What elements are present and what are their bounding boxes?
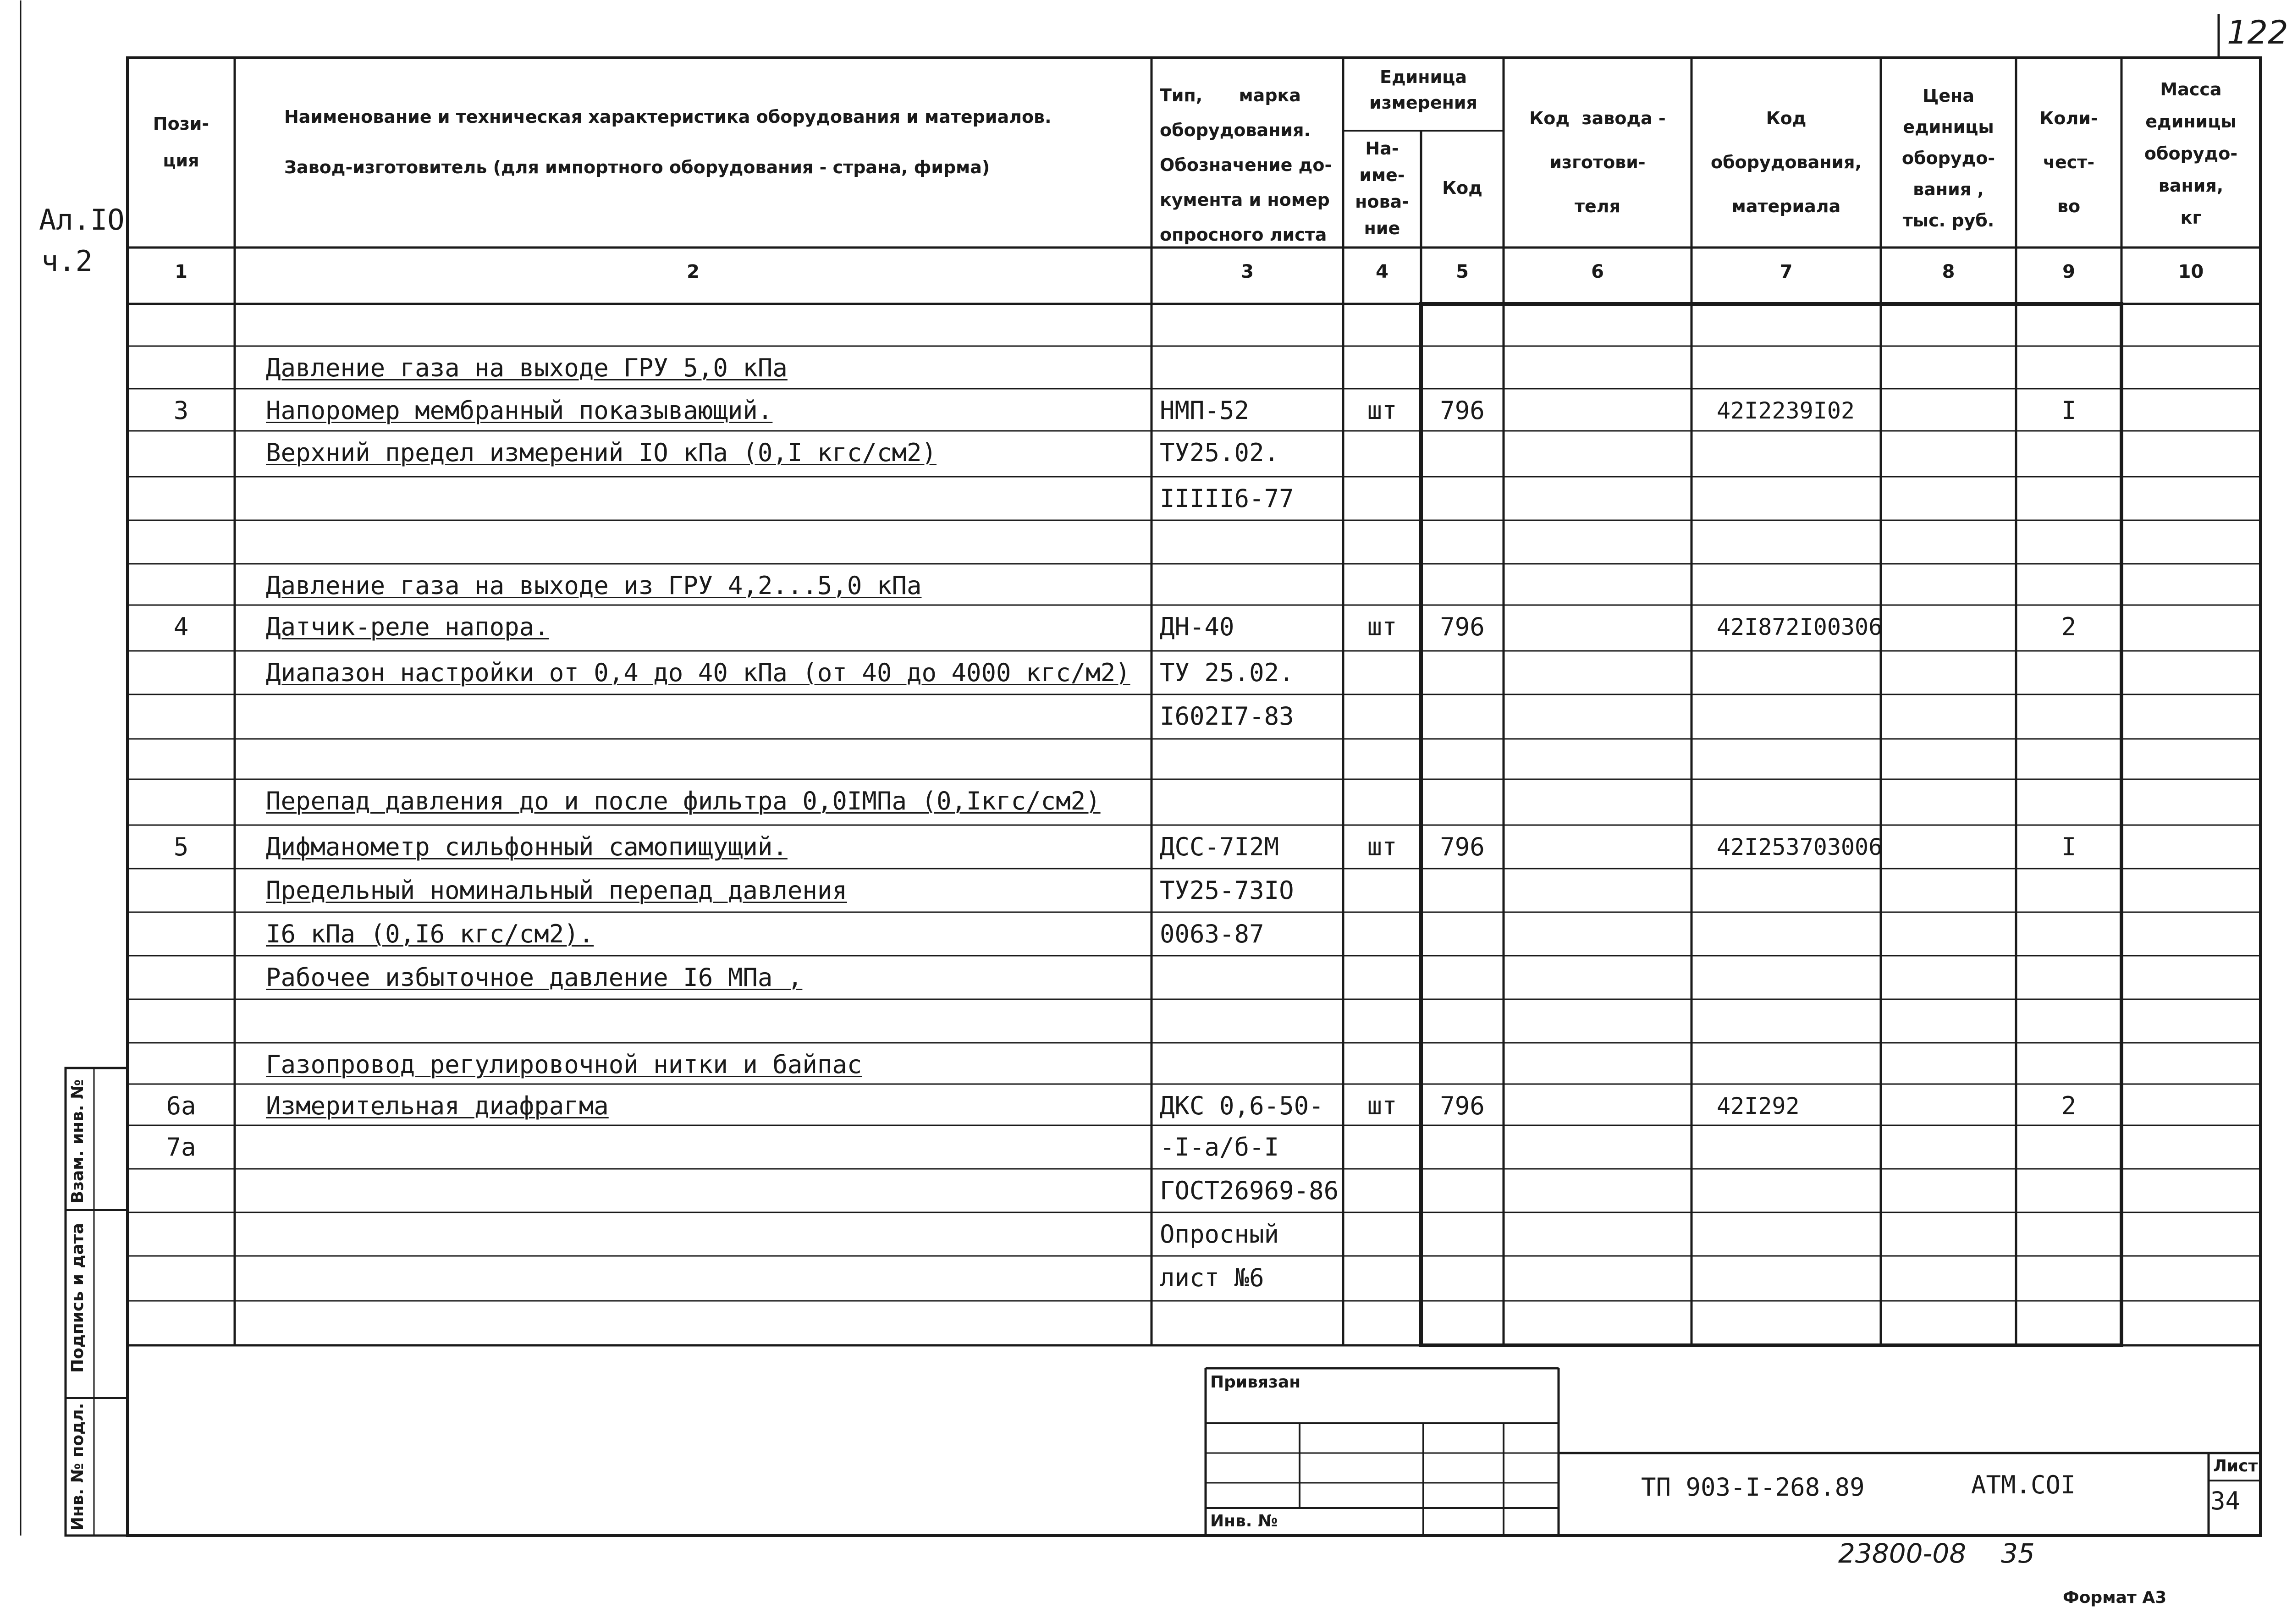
row-quantity: I [2061,396,2077,425]
row-equipment-code: 42I2239I02 [1717,397,1855,424]
column-number: 8 [1942,261,1955,282]
row-name: I6 кПа (0,I6 кгс/см2). [266,919,594,948]
column-number: 1 [175,261,187,282]
header-name-line1: Наименование и техническая характеристика оборудования и материалов. [284,107,1052,127]
row-unit-code: 796 [1440,1091,1485,1120]
row-name: Датчик-реле напора. [266,612,549,641]
row-type-mark: лист №6 [1160,1263,1264,1292]
header-unit: Единица измерения [1369,67,1477,113]
sheet-label: Лист [2213,1457,2258,1475]
row-type-mark: ТУ25.02. [1160,438,1279,467]
row-name: Верхний предел измерений IO кПа (0,I кгс/см2) [266,438,937,467]
row-equipment-code: 42I253703006 [1717,834,1883,860]
row-name: Перепад давления до и после фильтра 0,0IМПа (0,Iкгс/см2) [266,787,1101,815]
header-type: Тип, марка оборудования. Обозначение до- кумента и номер опросного листа [1160,85,1332,245]
row-name: Рабочее избыточное давление I6 МПа , [266,963,803,992]
row-type-mark: -I-а/б-I [1160,1133,1279,1162]
row-type-mark: НМП-52 [1160,396,1250,425]
row-name: Напоромер мембранный показывающий. [266,396,773,425]
header-unit-code: Код [1442,178,1482,198]
row-type-mark: Опросный [1160,1220,1279,1249]
row-name: Измерительная диафрагма [266,1091,609,1120]
header-position: Пози- ция [153,114,209,171]
document-mark: АТМ.СОI [1971,1470,2076,1499]
row-name: Давление газа на выходе из ГРУ 4,2...5,0 кПа [266,571,922,600]
row-type-mark: ДКС 0,6-50- [1160,1091,1324,1120]
row-type-mark: IIIII6-77 [1160,484,1294,513]
header-name-line2: Завод-изготовитель (для импортного оборудования - страна, фирма) [284,157,990,177]
column-number: 4 [1376,261,1388,282]
header-mass: Масса единицы оборудо- вания, кг [2144,79,2238,228]
row-type-mark: ТУ25-73IO [1160,876,1294,905]
column-number: 2 [687,261,700,282]
row-unit-name: шт [1367,1091,1397,1120]
row-equipment-code: 42I872I00306 [1717,614,1883,640]
document-code: ТП 903-I-268.89 [1641,1473,1865,1502]
column-number: 10 [2178,261,2204,282]
row-equipment-code: 42I292 [1717,1093,1800,1119]
row-position: 3 [173,396,189,425]
header-factory-code: Код завода - изготови- теля [1529,108,1666,216]
row-name: Предельный номинальный перепад давления [266,876,847,905]
stamp-inventory-label: Инв. № [1210,1512,1278,1530]
row-type-mark: 0063-87 [1160,919,1264,948]
row-type-mark: ДН-40 [1160,612,1234,641]
row-name: Диапазон настройки от 0,4 до 40 кПа (от 40 до 4000 кгс/м2) [266,658,1130,687]
row-name: Дифманометр сильфонный самопищущий. [266,832,788,861]
inventory-page-handwritten: 35 [2001,1538,2035,1569]
margin-original-inventory: Инв. № подл. [68,1403,87,1531]
page-mark: 122 [2227,14,2288,51]
sheet-number: 34 [2210,1486,2241,1515]
column-number: 5 [1456,261,1469,282]
row-unit-name: шт [1367,396,1397,425]
album-part: ч.2 [41,244,93,278]
row-type-mark: ГОСТ26969-86 [1160,1176,1339,1205]
row-name: Газопровод регулировочной нитки и байпас [266,1050,862,1079]
row-type-mark: ТУ 25.02. [1160,658,1294,687]
column-number: 7 [1780,261,1793,282]
row-name: Давление газа на выходе ГРУ 5,0 кПа [266,353,788,382]
margin-replace-inventory: Взам. инв. № [68,1079,87,1204]
row-position: 6а [166,1091,196,1120]
row-quantity: I [2061,832,2077,861]
row-type-mark: ДСС-7I2М [1160,832,1279,861]
row-position: 5 [173,832,189,861]
inventory-number-handwritten: 23800-08 [1838,1538,1967,1569]
column-number: 6 [1591,261,1604,282]
column-number-row [0,261,2292,289]
paper-format: Формат А3 [2063,1588,2167,1607]
row-position: 7а [166,1133,196,1162]
row-position: 4 [173,612,189,641]
album-number: Ал.IO [39,203,125,237]
row-type-mark: I602I7-83 [1160,702,1294,731]
row-quantity: 2 [2061,1091,2077,1120]
row-unit-code: 796 [1440,832,1485,861]
stamp-attached-label: Привязан [1210,1373,1301,1392]
column-number: 9 [2062,261,2075,282]
row-unit-code: 796 [1440,396,1485,425]
header-equipment-code: Код оборудования, материала [1711,108,1862,216]
header-quantity: Коли- чест- во [2039,108,2098,216]
header-price: Цена единицы оборудо- вания , тыс. руб. [1901,86,1995,231]
row-unit-name: шт [1367,612,1397,641]
row-quantity: 2 [2061,612,2077,641]
row-unit-name: шт [1367,832,1397,861]
header-unit-name: На- име- нова- ние [1355,138,1409,238]
margin-signature-date: Подпись и дата [68,1223,87,1373]
row-unit-code: 796 [1440,612,1485,641]
column-number: 3 [1241,261,1254,282]
